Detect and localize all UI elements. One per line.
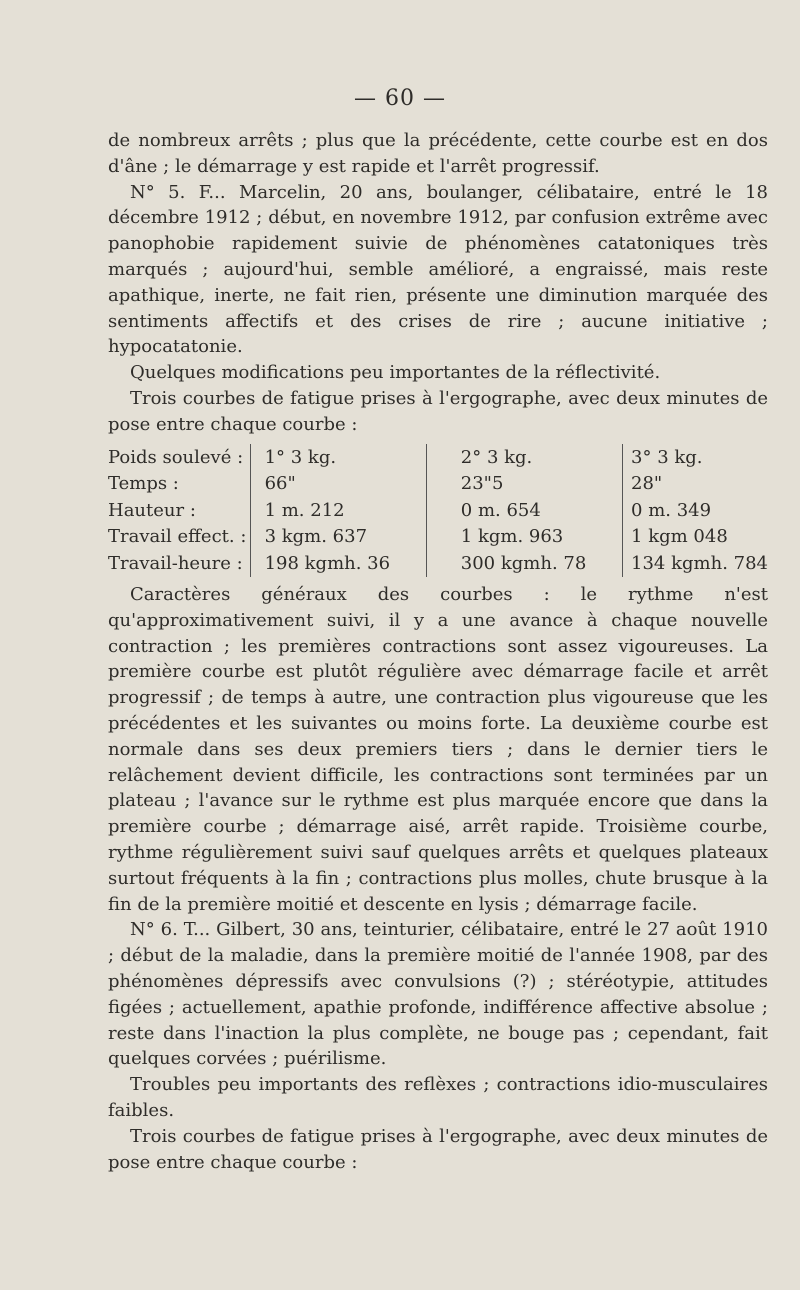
paragraph-fatigue-intro-2: Trois courbes de fatigue prises à l'ergographe, avec deux minutes de pose entre chaque courbe : [108,1125,768,1173]
paragraph-fatigue-intro: Trois courbes de fatigue prises à l'ergographe, avec deux minutes de pose entre chaque courbe : [108,387,768,435]
top-text-block [108,128,768,438]
page-number: — 60 — [354,86,446,111]
paragraph-reflectivity: Quelques modifications peu importantes de la réflectivité. [130,362,661,384]
table-row [108,471,768,498]
curve-3-value: 3° 3 kg. [623,444,768,471]
row-label: Poids soulevé : [108,446,244,468]
ergograph-table [108,444,768,577]
curve-3-value: 134 kgmh. 784 [623,550,768,577]
paragraph-continuation: de nombreux arrêts ; plus que la précédente, cette courbe est en dos d'âne ; le démarrage y est rapide et l'arrêt progressif. [108,130,768,177]
curve-3-value: 0 m. 349 [623,497,768,524]
paragraph-case-6: N° 6. T... Gilbert, 30 ans, teinturier, célibataire, entré le 27 août 1910 ; début de la maladie, dans la première moitié de l'année 1908, par des phénomènes dépressifs avec convulsions (?) ; stéréotypie, attitudes figées ; actuellement, apathie profonde, indifférence affective absolue ; reste dans l'inaction la plus complète, ne bouge pas ; cependant, fait quelques corvées ; puérilisme. [108,919,768,1070]
curve-2-value: 2° 3 kg. [426,444,622,471]
row-label: Temps : [108,473,179,495]
paragraph-reflexes: Troubles peu importants des reflèxes ; contractions idio-musculaires faibles. [108,1074,768,1121]
table-row [108,550,768,577]
curve-1-value: 1° 3 kg. [250,444,426,471]
curve-2-value: 300 kgmh. 78 [426,550,622,577]
paragraph-case-5: N° 5. F... Marcelin, 20 ans, boulanger, célibataire, entré le 18 décembre 1912 ; début, en novembre 1912, par confusion extrême avec panophobie rapidement suivie de phénomènes catatoniques très marqués ; aujourd'hui, semble amélioré, a engraissé, mais reste apathique, inerte, ne fait rien, présente une diminution marquée des sentiments affectifs et des crises de rire ; aucune initiative ; hypocatatonie. [108,181,768,358]
table-row [108,524,768,551]
table-row [108,444,768,471]
curve-2-value: 1 kgm. 963 [426,524,622,551]
curve-3-value: 28" [623,471,768,498]
curve-1-value: 3 kgm. 637 [250,524,426,551]
paragraph-curve-characteristics: Caractères généraux des courbes : le rythme n'est qu'approximativement suivi, il y a une avance à chaque nouvelle contraction ; les premières contractions sont assez vigoureuses. La première courbe est plutôt régulière avec démarrage facile et arrêt progressif ; de temps à autre, une contraction plus vigoureuse que les précédentes et les suivantes ou moins forte. La deuxième courbe est normale dans ses deux premiers tiers ; dans le dernier tiers le relâchement devient difficile, les contractions sont terminées par un plateau ; l'avance sur le rythme est plus marquée encore que dans la première courbe ; démarrage aisé, arrêt rapide. Troisième courbe, rythme régulièrement suivi sauf quelques arrêts et quelques plateaux surtout fréquents à la fin ; contractions plus molles, chute brusque à la fin de la première moitié et descente en lysis ; démarrage facile. [108,584,768,915]
table-row [108,497,768,524]
curve-2-value: 23"5 [426,471,622,498]
curve-2-value: 0 m. 654 [426,497,622,524]
curve-1-value: 1 m. 212 [250,497,426,524]
curve-3-value: 1 kgm 048 [623,524,768,551]
row-label: Travail-heure : [108,552,243,574]
row-label: Travail effect. : [108,526,247,548]
curve-1-value: 198 kgmh. 36 [250,550,426,577]
curve-1-value: 66" [250,471,426,498]
row-label: Hauteur : [108,499,196,521]
bottom-text-block [108,582,768,1175]
